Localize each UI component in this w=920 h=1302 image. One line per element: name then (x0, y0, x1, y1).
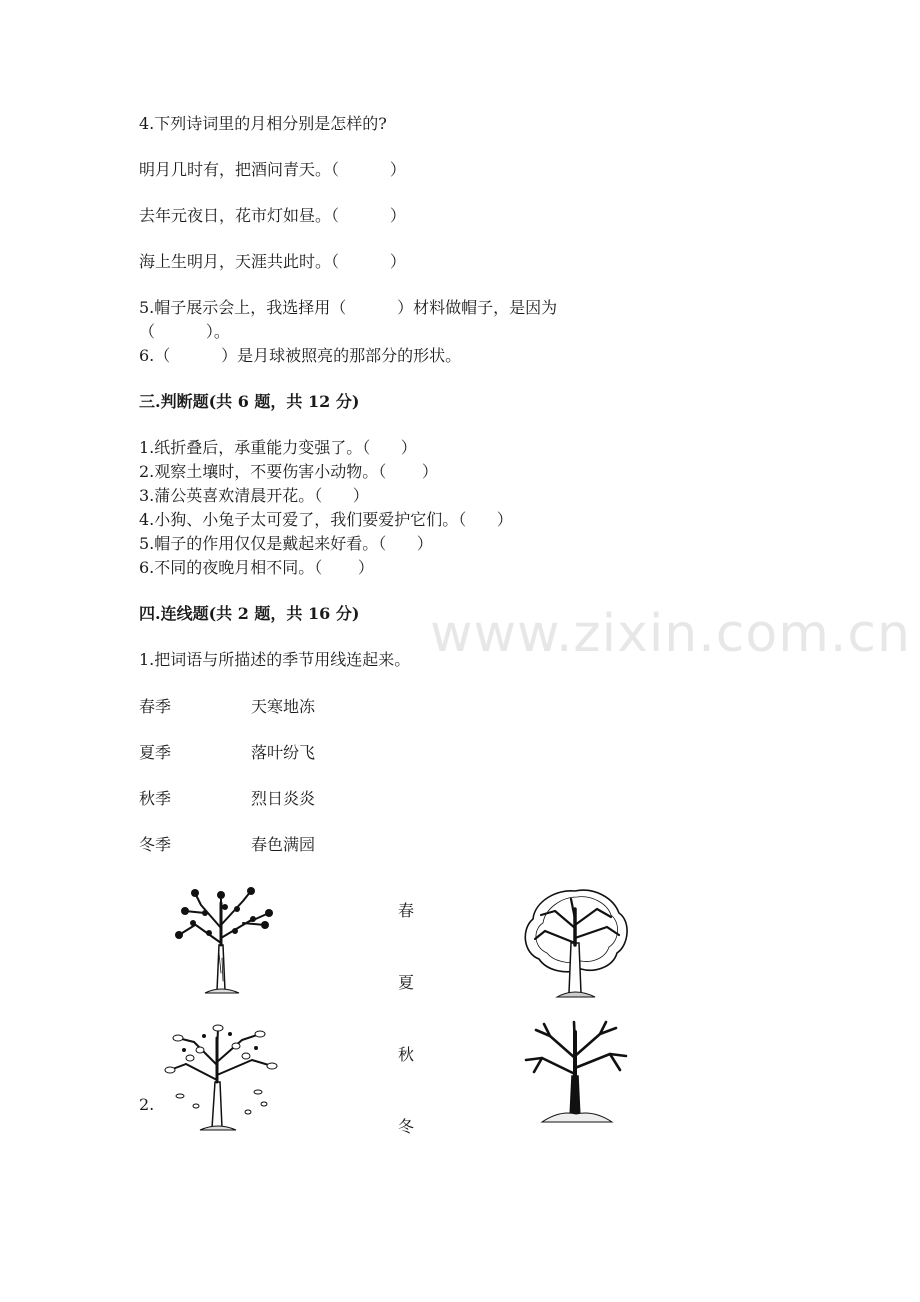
season-char-spring: 春 (398, 901, 415, 920)
judge-item-3: 3.蒲公英喜欢清晨开花。（ ） (139, 486, 369, 505)
desc-1: 天寒地冻 (251, 697, 316, 716)
q6: 6.（ ）是月球被照亮的那部分的形状。 (139, 346, 462, 365)
season-winter: 冬季 (139, 835, 172, 854)
judge-item-2: 2.观察土壤时，不要伤害小动物。（ ） (139, 462, 438, 481)
desc-3: 烈日炎炎 (251, 789, 316, 808)
section-3-heading: 三.判断题(共 6 题，共 12 分) (139, 392, 360, 411)
season-spring: 春季 (139, 697, 172, 716)
judge-item-5: 5.帽子的作用仅仅是戴起来好看。（ ） (139, 534, 433, 553)
watermark: www.zixin.com.cn (430, 604, 911, 664)
judge-item-6: 6.不同的夜晚月相不同。（ ） (139, 558, 374, 577)
winter-tree-image (520, 1018, 630, 1128)
judge-item-4: 4.小狗、小兔子太可爱了，我们要爱护它们。（ ） (139, 510, 513, 529)
q5-line-1: 5.帽子展示会上，我选择用（ ）材料做帽子，是因为 (139, 298, 558, 317)
match-q1-title: 1.把词语与所描述的季节用线连起来。 (139, 650, 411, 669)
q4-item-2: 去年元夜日，花市灯如昼。（ ） (139, 206, 406, 225)
autumn-tree-image (160, 1020, 285, 1135)
desc-2: 落叶纷飞 (251, 743, 316, 762)
judge-item-1: 1.纸折叠后，承重能力变强了。（ ） (139, 438, 417, 457)
spring-tree-image (165, 883, 280, 998)
season-char-summer: 夏 (398, 973, 415, 992)
section-4-heading: 四.连线题(共 2 题，共 16 分) (139, 604, 360, 623)
q4-title: 4.下列诗词里的月相分别是怎样的? (139, 114, 387, 133)
season-summer: 夏季 (139, 743, 172, 762)
q4-item-3: 海上生明月，天涯共此时。（ ） (139, 252, 406, 271)
summer-tree-image (515, 883, 635, 1003)
match-q2-number: 2. (139, 1095, 155, 1114)
season-char-autumn: 秋 (398, 1045, 415, 1064)
q5-line-2: （ ）。 (139, 322, 230, 341)
desc-4: 春色满园 (251, 835, 316, 854)
season-char-winter: 冬 (398, 1117, 415, 1136)
q4-item-1: 明月几时有，把酒问青天。（ ） (139, 160, 406, 179)
season-autumn: 秋季 (139, 789, 172, 808)
